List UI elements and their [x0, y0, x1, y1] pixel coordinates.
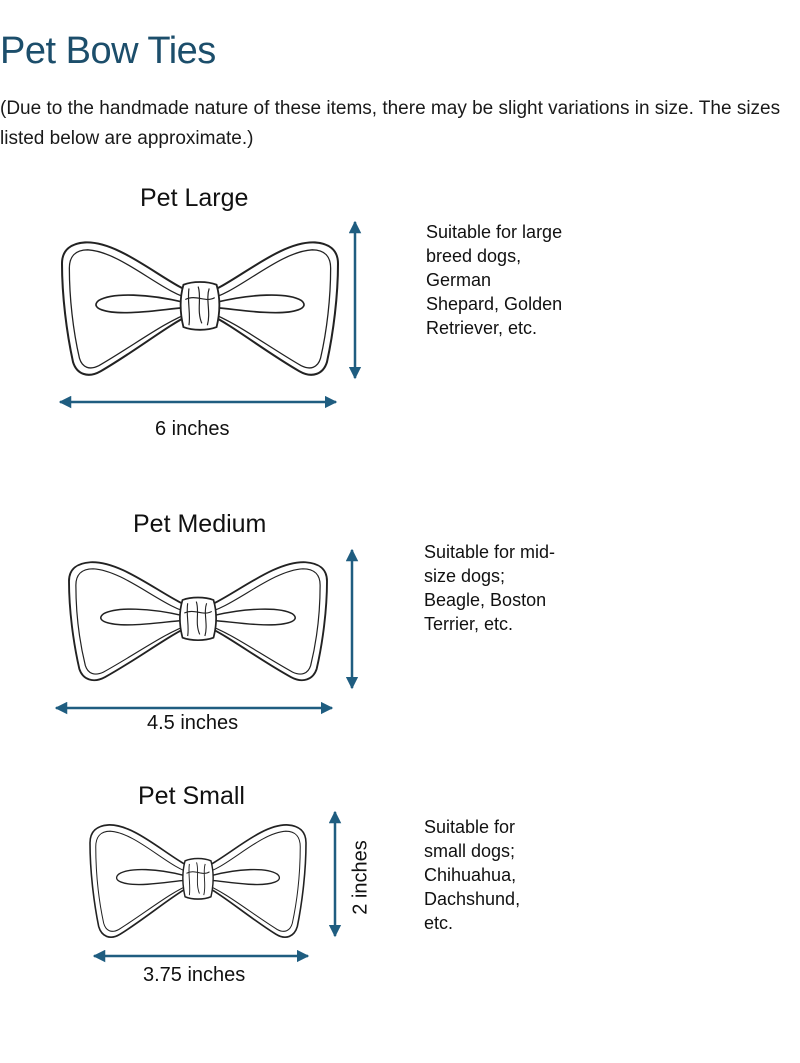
width-label-large: 6 inches — [155, 418, 230, 440]
page-title: Pet Bow Ties — [0, 30, 216, 72]
size-description-small: Suitable for small dogs; Chihuahua, Dachshund, etc. — [424, 817, 521, 933]
width-label-medium: 4.5 inches — [147, 712, 239, 734]
height-label-small: 2 inches — [349, 840, 372, 915]
size-title-small: Pet Small — [138, 782, 245, 810]
width-label-small: 3.75 inches — [143, 964, 246, 986]
intro-note: (Due to the handmade nature of these items, there may be slight variations in size. The sizes listed below are approximate.) — [0, 98, 781, 149]
size-title-large: Pet Large — [140, 184, 249, 212]
size-description-large: Suitable for large breed dogs, German Shepard, Golden Retriever, etc. — [426, 222, 563, 338]
bow-tie-small-illustration — [90, 825, 306, 937]
bow-tie-medium-illustration — [69, 562, 327, 680]
size-description-medium: Suitable for mid-size dogs; Beagle, Boston Terrier, etc. — [424, 542, 556, 634]
size-title-medium: Pet Medium — [133, 510, 267, 538]
bow-tie-large-illustration — [62, 242, 338, 374]
